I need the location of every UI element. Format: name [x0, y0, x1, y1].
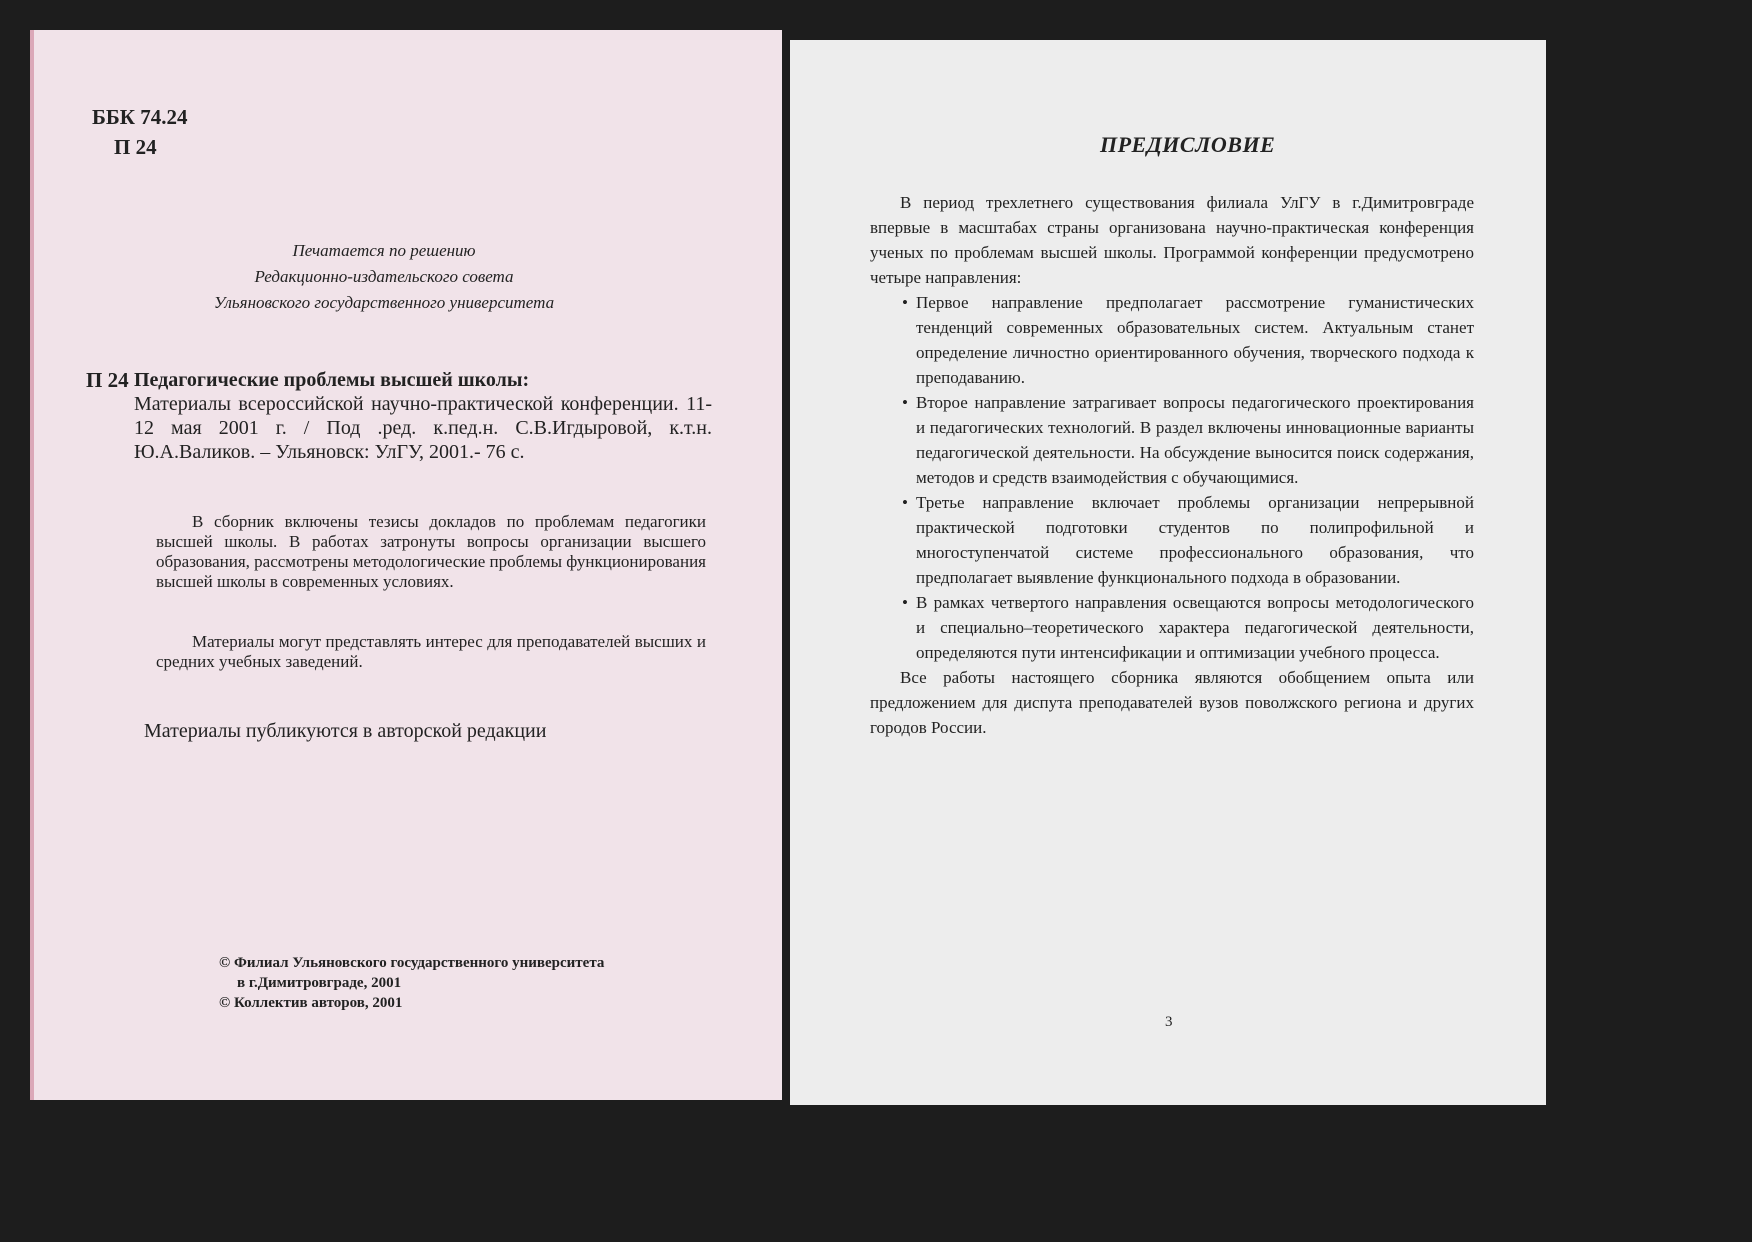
directions-list: [870, 290, 1474, 665]
page-number: 3: [1165, 1014, 1173, 1030]
left-page: [30, 30, 782, 1100]
abstract-paragraph: В сборник включены тезисы докладов по проблемам педагогики высшей школы. В работах затронуты вопросы организации высшего образования, рассмотрены методологические проблемы функционирования высшей школы в современных условиях.: [156, 512, 706, 591]
direction-text: В рамках четвертого направления освещаются вопросы методологического и специально–теоретического характера педагогической деятельности, определяются пути интенсификации и оптимизации учебного процесса.: [916, 593, 1474, 662]
direction-text: Первое направление предполагает рассмотрение гуманистических тенденций современных образовательных систем. Актуальным станет определение личностно ориентированного обучения, творческого подхода к преподаванию.: [916, 293, 1474, 387]
author-code: П 24: [114, 135, 157, 159]
copyright-line: © Филиал Ульяновского государственного университета: [219, 955, 605, 971]
list-item: [870, 490, 1474, 590]
bullet-icon: •: [902, 593, 908, 612]
bibliographic-record: [134, 368, 712, 464]
print-decision-line: Печатается по решению: [292, 241, 476, 260]
abstract-paragraph: Материалы могут представлять интерес для преподавателей высших и средних учебных заведений.: [156, 632, 706, 671]
bibliographic-index: П 24: [86, 368, 129, 392]
book-title: Педагогические проблемы высшей школы:: [134, 369, 530, 391]
preface-body: [870, 190, 1474, 740]
bullet-icon: •: [902, 293, 908, 312]
bullet-icon: •: [902, 493, 908, 512]
print-decision-line: Редакционно-издательского совета: [254, 267, 514, 286]
print-decision: [34, 238, 734, 316]
bleed-through-text: [194, 122, 714, 142]
closing-paragraph: Все работы настоящего сборника являются обобщением опыта или предложением для диспута преподавателей вузов поволжского региона и других городов России.: [870, 668, 1474, 737]
list-item: [870, 590, 1474, 665]
direction-text: Третье направление включает проблемы организации непрерывной практической подготовки студентов по полипрофильной и многоступенчатой системе профессионального образования, что предполагает выявление функционального подхода в образовании.: [916, 493, 1474, 587]
preface-heading: ПРЕДИСЛОВИЕ: [1100, 132, 1276, 157]
book-description: Материалы всероссийской научно-практической конференции. 11-12 мая 2001 г. / Под .ред. к.пед.н. С.В.Игдыровой, к.т.н. Ю.А.Валиков. – Ульяновск: УлГУ, 2001.- 76 с.: [134, 393, 712, 463]
copyright-block: [219, 953, 604, 1013]
right-page: [790, 40, 1546, 1105]
list-item: [870, 390, 1474, 490]
list-item: [870, 290, 1474, 390]
copyright-line: © Коллектив авторов, 2001: [219, 995, 403, 1011]
copyright-line: в г.Димитровграде, 2001: [237, 975, 402, 991]
bbk-code: ББК 74.24: [92, 105, 188, 129]
print-decision-line: Ульяновского государственного университета: [213, 293, 555, 312]
bbk-block: [92, 102, 188, 162]
bullet-icon: •: [902, 393, 908, 412]
intro-paragraph: В период трехлетнего существования филиала УлГУ в г.Димитровграде впервые в масштабах страны организована научно-практическая конференция ученых по проблемам высшей школы. Программой конференции предусмотрено четыре направления:: [870, 193, 1474, 287]
direction-text: Второе направление затрагивает вопросы педагогического проектирования и педагогических технологий. В раздел включены инновационные варианты педагогической деятельности. На обсуждение выносится поиск содержания, методов и средств взаимодействия с обучающимися.: [916, 393, 1474, 487]
author-edition-note: Материалы публикуются в авторской редакции: [144, 720, 547, 742]
